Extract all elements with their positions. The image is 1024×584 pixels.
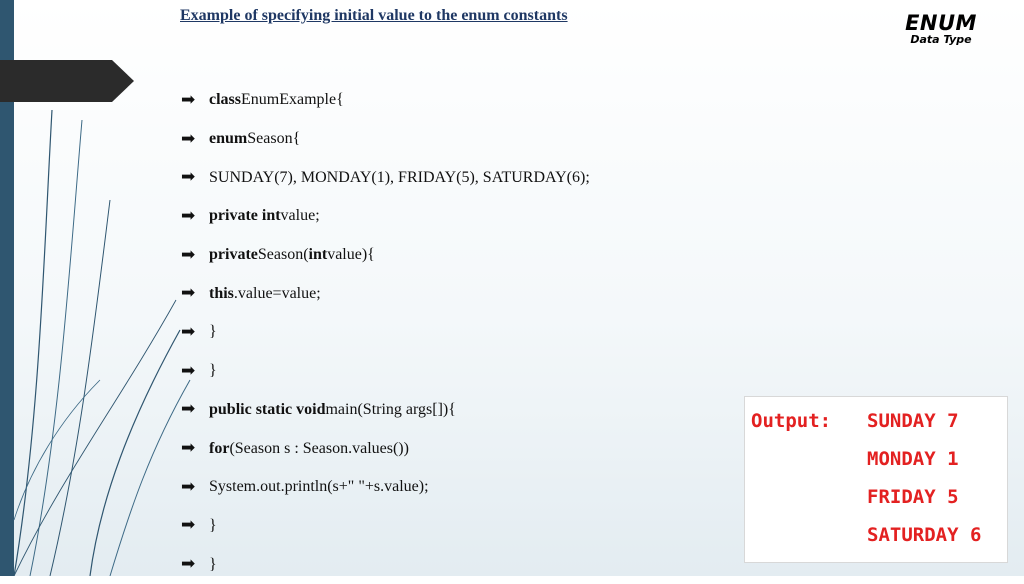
code-line — [181, 274, 590, 313]
code-text: main(String args[]){ — [325, 400, 456, 418]
output-line: SATURDAY 6 — [867, 524, 982, 546]
code-text: Season( — [257, 246, 309, 264]
output-line: SUNDAY 7 — [867, 410, 959, 432]
arrow-bullet-icon: ➡ — [181, 205, 196, 226]
code-line — [181, 352, 590, 391]
code-keyword: this — [209, 284, 234, 302]
output-label: Output: — [751, 410, 832, 432]
code-keyword: for — [209, 439, 230, 457]
arrow-bullet-icon: ➡ — [181, 283, 196, 304]
code-keyword: class — [209, 91, 241, 109]
code-text: EnumExample{ — [241, 91, 344, 109]
output-panel — [744, 396, 1008, 563]
code-text: value){ — [327, 246, 375, 264]
code-line — [181, 81, 590, 120]
code-text: .value=value; — [233, 284, 321, 302]
logo-subtitle: Data Type — [910, 33, 972, 46]
code-text: } — [209, 362, 217, 380]
code-text: value; — [280, 207, 320, 225]
code-keyword: private int — [209, 207, 281, 225]
code-text: } — [209, 516, 217, 534]
arrow-bullet-icon: ➡ — [181, 128, 196, 149]
code-text: System.out.println(s+" "+s.value); — [209, 478, 429, 496]
arrow-bullet-icon: ➡ — [181, 244, 196, 265]
arrow-bullet-icon: ➡ — [181, 89, 196, 110]
code-line — [181, 236, 590, 275]
code-line — [181, 468, 590, 507]
code-line — [181, 313, 590, 352]
output-line: FRIDAY 5 — [867, 486, 959, 508]
output-line: MONDAY 1 — [867, 448, 959, 470]
code-text: SUNDAY(7), MONDAY(1), FRIDAY(5), SATURDAY(6); — [209, 168, 590, 186]
code-line — [181, 545, 590, 584]
code-text: } — [209, 555, 217, 573]
code-listing — [181, 81, 590, 584]
code-keyword: public static void — [209, 400, 326, 418]
enum-logo — [882, 12, 1000, 46]
arrow-bullet-icon: ➡ — [181, 515, 196, 536]
arrow-bullet-icon: ➡ — [181, 321, 196, 342]
code-line — [181, 120, 590, 159]
code-line — [181, 429, 590, 468]
code-line — [181, 197, 590, 236]
code-line — [181, 391, 590, 430]
arrow-bullet-icon: ➡ — [181, 438, 196, 459]
code-line — [181, 158, 590, 197]
arrow-bullet-icon: ➡ — [181, 399, 196, 420]
logo-title: ENUM — [905, 11, 977, 35]
slide-title: Example of specifying initial value to the enum constants — [180, 7, 568, 24]
arrow-bullet-icon: ➡ — [181, 554, 196, 575]
code-line — [181, 507, 590, 546]
slide-tab-arrow — [0, 60, 134, 102]
arrow-bullet-icon: ➡ — [181, 476, 196, 497]
code-text: } — [209, 323, 217, 341]
code-text: Season{ — [247, 130, 301, 148]
code-keyword: enum — [209, 130, 248, 148]
arrow-bullet-icon: ➡ — [181, 167, 196, 188]
arrow-bullet-icon: ➡ — [181, 360, 196, 381]
code-text: (Season s : Season.values()) — [229, 439, 409, 457]
code-keyword: private — [209, 246, 258, 264]
code-keyword: int — [308, 246, 328, 264]
